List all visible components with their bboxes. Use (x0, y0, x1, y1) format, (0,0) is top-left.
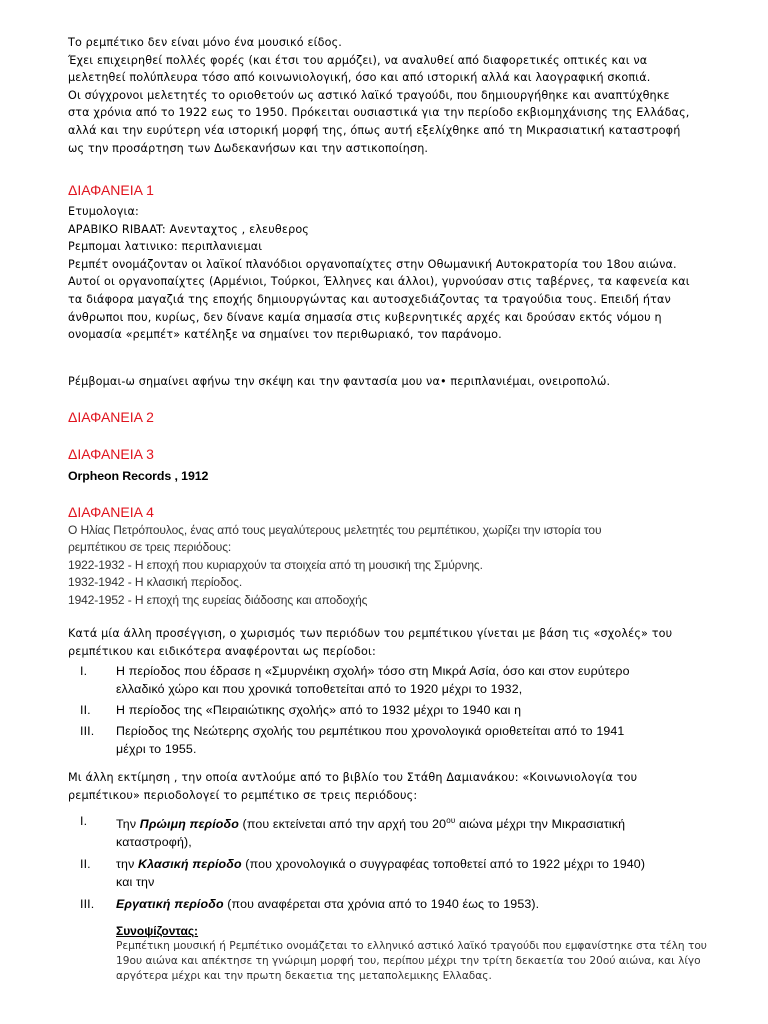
summary-title: Συνοψίζοντας: (116, 924, 199, 938)
text-line: Ρεμπέτικη μουσική ή Ρεμπέτικο ονομάζεται το ελληνικό αστικό λαϊκό τραγούδι που εμφανίστηκε στα τέλη του (116, 940, 707, 952)
text-line: Το ρεμπέτικο δεν είναι μόνο ένα μουσικό είδος. (68, 36, 342, 49)
text-line: καταστροφή), (116, 835, 192, 850)
text-line: ως την προσάρτηση των Δωδεκανήσων και την αστικοποίηση. (68, 141, 429, 155)
text-line (116, 812, 718, 833)
text-line: Αυτοί οι οργανοπαίχτες (Αρμένιοι, Τούρκοι, Έλληνες και άλλοι), γυρνούσαν στις ταβέρνες, τα καφενεία και (68, 275, 690, 289)
slide-3-heading: ΔΙΑΦΑΝΕΙΑ 3 (68, 446, 154, 462)
text-line: Ρεμπομαι λατινικο: περιπλανιεμαι (68, 240, 263, 254)
text-line (116, 895, 718, 913)
slide-4-body (68, 522, 708, 609)
text-line: ρεμπέτικου σε τρεις περιόδους: (68, 540, 232, 555)
period-name: Κλασική περίοδο (138, 857, 242, 872)
list-number: III. (80, 724, 95, 738)
text-line: ρεμπέτικου» περιοδολογεί το ρεμπέτικο σε τρεις περιόδους: (68, 788, 418, 802)
text-line: τα διάφορα μαγαζιά της εποχής δημιουργώντας και αυτοσχεδιάζοντας τα τραγούδια τους. Επειδή ήταν (68, 292, 671, 306)
text-line: Ο Ηλίας Πετρόπουλος, ένας από τους μεγαλύτερους μελετητές του ρεμπέτικου, χωρίζει την ιστορία του (68, 523, 602, 537)
list-item (68, 722, 718, 758)
text-line: Μι άλλη εκτίμηση , την οποία αντλούμε από το βιβλίο του Στάθη Δαμιανάκου: «Κοινωνιολογία του (68, 771, 638, 784)
text-line: ΑΡΑΒΙΚΟ RIBAAT: Ανενταχτος , ελευθερος (68, 222, 310, 236)
text-line: ελλαδικό χώρο και που χρονικά τοποθετείται από το 1920 μέχρι το 1932, (116, 682, 523, 696)
schools-intro (68, 625, 708, 660)
text-line: Περίοδος της Νεώτερης σχολής του ρεμπέτικου που χρονολογικά οριοθετείται από το 1941 (116, 724, 625, 738)
text-line: ονομασία «ρεμπέτ» κατέληξε να σημαίνει τον περιθωριακό, τον παράνομο. (68, 328, 502, 342)
text-line: Η περίοδος της «Πειραιώτικης σχολής» από το 1932 μέχρι το 1940 και η (116, 703, 522, 717)
slide-2-heading: ΔΙΑΦΑΝΕΙΑ 2 (68, 409, 154, 425)
list-number: III. (80, 897, 95, 912)
text-line: μέχρι το 1955. (116, 742, 197, 756)
text-line: 19ου αιώνα και απέκτησε τη γνώριμη μορφή του, περίπου μέχρι την τρίτη δεκαετία του 20ού αιώνα, και λίγο (116, 955, 701, 967)
text-line: άνθρωποι που, κυρίως, δεν δίνανε καμία σημασία στις κυβερνητικές αρχές και δρούσαν εκτός νόμου η (68, 310, 662, 324)
text-fragment: (που εκτείνεται από την αρχή του 20 (238, 817, 447, 832)
slide-1-extra: Ρέμβομαι-ω σημαίνει αφήνω την σκέψη και την φαντασία μου να• περιπλανιέμαι, ονειροπολώ. (68, 375, 611, 388)
summary-block (116, 924, 716, 984)
list-number: II. (80, 857, 91, 872)
text-line: αργότερα μέχρι και την πρωτη δεκαετια της μεταπολεμικης Ελλαδας. (116, 970, 492, 982)
slide-1-body (68, 203, 708, 344)
text-line: στα χρόνια από το 1922 εως το 1950. Πρόκειται ουσιαστικά για την περίοδο εκβιομηχάνισης της Ελλάδας, (68, 106, 690, 120)
list-item (68, 662, 718, 698)
text-line: Κατά μία άλλη προσέγγιση, ο χωρισμός των περιόδων του ρεμπέτικου γίνεται με βάση τις «σχολές» του (68, 627, 673, 640)
list-item (68, 855, 718, 891)
superscript: ου (446, 816, 456, 825)
slide-3-text: Orpheon Records , 1912 (68, 469, 209, 483)
damianakos-intro (68, 769, 708, 804)
text-line: 1922-1932 - Η εποχή που κυριαρχούν τα στοιχεία από τη μουσική της Σμύρνης. (68, 557, 483, 572)
text-line: Οι σύγχρονοι μελετητές το οριοθετούν ως αστικό λαϊκό τραγούδι, που δημιουργήθηκε και αναπτύχθηκε (68, 88, 670, 102)
text-line: 1932-1942 - Η κλασική περίοδος. (68, 575, 243, 590)
text-line: ρεμπέτικου και ειδικότερα αναφέρονται ως περίοδοι: (68, 644, 376, 658)
text-line: Ρεμπέτ ονομάζονταν οι λαϊκοί πλανόδιοι οργανοπαίχτες στην Οθωμανική Αυτοκρατορία του 18ου αιώνα. (68, 257, 677, 271)
list-item (68, 812, 718, 851)
text-line: Έχει επιχειρηθεί πολλές φορές (και έτσι του αρμόζει), να αναλυθεί από διαφορετικές οπτικές και να (68, 53, 648, 67)
text-line: 1942-1952 - Η εποχή της ευρείας διάδοσης και αποδοχής (68, 592, 368, 607)
text-line: Η περίοδος που έδρασε η «Σμυρνέικη σχολή» τόσο στη Μικρά Ασία, όσο και στον ευρύτερο (116, 664, 630, 678)
list-item (68, 895, 718, 913)
intro-paragraph (68, 34, 708, 157)
list-item (68, 701, 718, 719)
list-number: I. (80, 814, 88, 828)
text-line: αλλά και την ευρύτερη νέα ιστορική μορφή της, όπως αυτή εξελίχθηκε από τη Μικρασιατική καταστροφή (68, 123, 681, 137)
slide-4-heading: ΔΙΑΦΑΝΕΙΑ 4 (68, 504, 154, 520)
text-line: Ετυμολογια: (68, 205, 139, 218)
text-fragment: αιώνα μέχρι την Μικρασιατική (455, 817, 626, 832)
text-line: μελετηθεί πολύπλευρα τόσο από κοινωνιολογική, όσο και από ιστορική αλλά και λαογραφική σκοπιά. (68, 71, 651, 85)
text-fragment: (που αναφέρεται στα χρόνια από το 1940 έως το 1953). (223, 897, 540, 912)
list-number: I. (80, 664, 88, 678)
schools-list (68, 662, 718, 758)
period-name: Εργατική περίοδο (116, 897, 224, 912)
text-line (116, 855, 718, 873)
text-line: και την (116, 875, 155, 890)
text-fragment: Την (116, 817, 140, 832)
period-name: Πρώιμη περίοδο (139, 817, 239, 832)
slide-1-heading: ΔΙΑΦΑΝΕΙΑ 1 (68, 182, 154, 198)
list-number: II. (80, 703, 91, 717)
text-fragment: την (116, 857, 139, 872)
damianakos-list (68, 812, 718, 913)
text-fragment: (που χρονολογικά ο συγγραφέας τοποθετεί από το 1922 μέχρι το 1940) (241, 857, 646, 872)
